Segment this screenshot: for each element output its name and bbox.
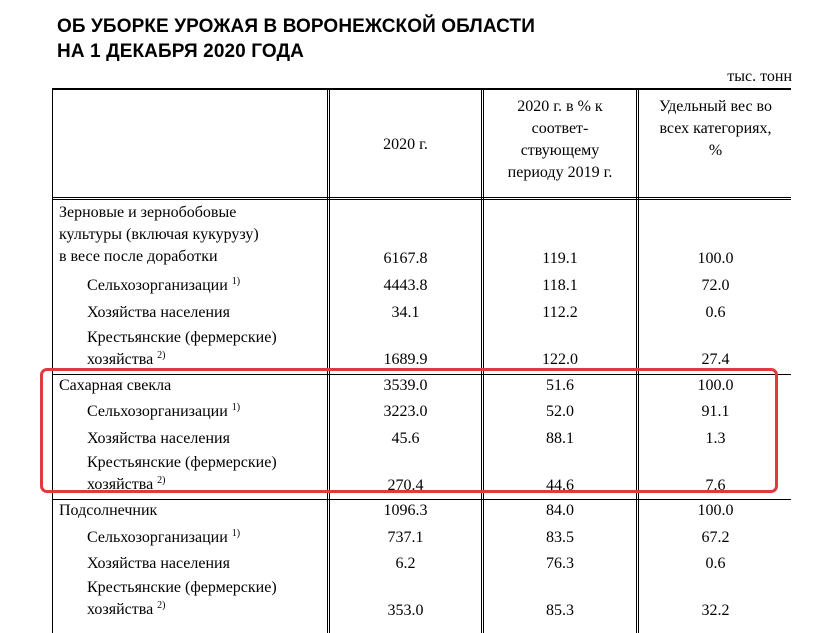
header-divider: [53, 197, 791, 200]
header-pct-line: периоду 2019 г.: [507, 164, 613, 181]
row-label-line: хозяйства: [87, 476, 154, 493]
cell-share: 0.6: [705, 304, 726, 321]
row-label-line: Сельхозорганизации: [87, 277, 228, 294]
cell-2020: 3539.0: [383, 377, 428, 394]
cell-share: 100.0: [697, 250, 734, 267]
sugar-beet-highlight: [40, 368, 778, 493]
cell-pct: 52.0: [546, 403, 574, 420]
cell-2020: 3223.0: [383, 403, 428, 420]
title-line-1: ОБ УБОРКЕ УРОЖАЯ В ВОРОНЕЖСКОЙ ОБЛАСТИ: [57, 16, 535, 37]
footnote-mark: 1): [231, 276, 241, 287]
cell-2020: 34.1: [391, 304, 420, 321]
row-label: [59, 202, 259, 268]
row-label: [87, 577, 277, 621]
cell-pct: 76.3: [546, 555, 574, 572]
footnote-mark: 2): [157, 475, 166, 486]
cell-share: 27.4: [701, 351, 730, 368]
row-label: Хозяйства населения: [87, 555, 230, 572]
unit-label: тыс. тонн: [727, 68, 792, 85]
row-label-line: в весе после доработки: [59, 248, 218, 265]
row-label-line: Крестьянские (фермерские): [87, 329, 277, 346]
title-line-2: НА 1 ДЕКАБРЯ 2020 ГОДА: [57, 41, 304, 62]
row-label: Сахарная свекла: [59, 377, 172, 394]
cell-2020: 6167.8: [383, 250, 428, 267]
header-share-line: всех категориях,: [659, 120, 772, 137]
cell-2020: 737.1: [387, 529, 424, 546]
cell-2020: 270.4: [387, 477, 424, 494]
cell-pct: 84.0: [546, 502, 574, 519]
row-label: Подсолнечник: [59, 502, 158, 519]
cell-pct: 122.0: [542, 351, 578, 368]
row-label-line: хозяйства: [87, 351, 154, 368]
row-label-line: Зерновые и зернобобовые: [59, 204, 237, 221]
row-label: Хозяйства населения: [87, 430, 230, 447]
cell-pct: 88.1: [546, 430, 574, 447]
row-label: [87, 527, 240, 549]
header-share: [639, 96, 792, 162]
cell-share: 0.6: [705, 555, 726, 572]
footnote-mark: 1): [231, 528, 241, 539]
cell-pct: 85.3: [546, 602, 574, 619]
row-label-line: Сельхозорганизации: [87, 403, 228, 420]
cell-pct: 44.6: [546, 477, 574, 494]
row-label: [87, 275, 240, 297]
row-label-line: Крестьянские (фермерские): [87, 579, 277, 596]
header-pct: [484, 96, 636, 184]
cell-2020: 1096.3: [383, 502, 428, 519]
cell-share: 7.6: [705, 477, 726, 494]
header-year: 2020 г.: [383, 136, 428, 153]
cell-share: 72.0: [701, 277, 730, 294]
cell-share: 100.0: [697, 502, 734, 519]
cell-pct: 118.1: [542, 277, 578, 294]
row-label-line: культуры (включая кукурузу): [59, 226, 259, 243]
cell-share: 32.2: [701, 602, 730, 619]
footnote-mark: 2): [157, 600, 166, 611]
cell-share: 91.1: [701, 403, 730, 420]
header-share-line: Удельный вес во: [659, 98, 772, 115]
header-pct-line: соответ-: [531, 120, 589, 137]
row-label: [87, 327, 277, 371]
page-title: [57, 14, 535, 64]
cell-share: 1.3: [705, 430, 726, 447]
cell-2020: 1689.9: [383, 351, 428, 368]
cell-pct: 119.1: [542, 250, 578, 267]
header-pct-line: 2020 г. в % к: [517, 98, 603, 115]
harvest-table: [52, 88, 791, 633]
row-label-line: Сельхозорганизации: [87, 529, 228, 546]
cell-2020: 45.6: [391, 430, 420, 447]
cell-share: 100.0: [697, 377, 734, 394]
header-pct-line: ствующему: [520, 142, 600, 159]
cell-share: 67.2: [701, 529, 730, 546]
row-label-line: Крестьянские (фермерские): [87, 454, 277, 471]
cell-2020: 353.0: [387, 602, 424, 619]
cell-pct: 51.6: [546, 377, 574, 394]
cell-pct: 83.5: [546, 529, 574, 546]
cell-2020: 6.2: [395, 555, 416, 572]
footnote-mark: 2): [157, 350, 166, 361]
cell-pct: 112.2: [542, 304, 578, 321]
footnote-mark: 1): [231, 402, 241, 413]
cell-2020: 4443.8: [383, 277, 428, 294]
row-label-line: хозяйства: [87, 601, 154, 618]
row-label: Хозяйства населения: [87, 304, 230, 321]
header-share-line: %: [708, 142, 723, 159]
